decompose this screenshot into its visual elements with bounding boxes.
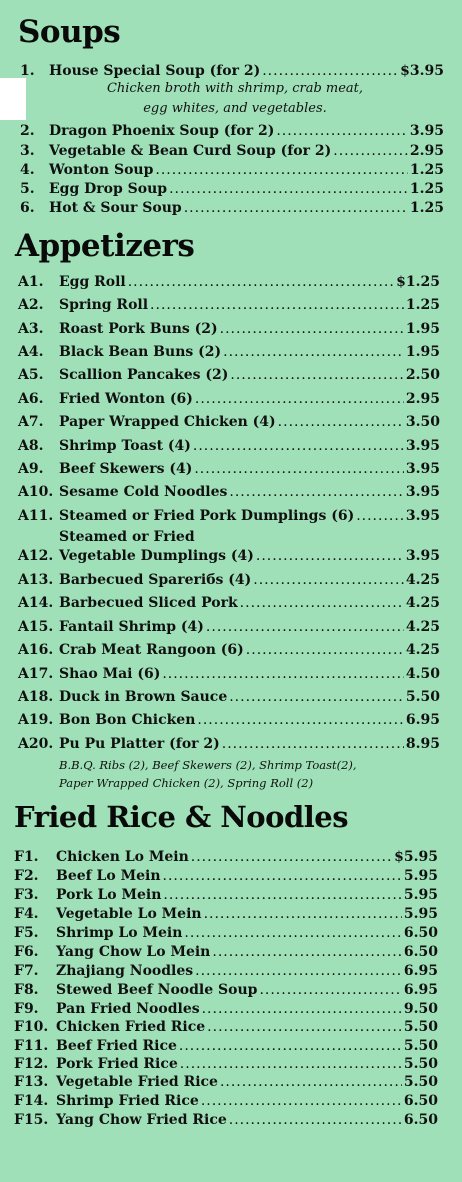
item-price: 4.25 [405,642,440,658]
item-name: Stewed Beef Noodle Soup [56,982,258,998]
item-number: A7. [18,414,44,430]
dot-leader [179,1037,402,1056]
dot-leader [246,641,404,660]
item-name: Pork Fried Rice [56,1056,178,1072]
menu-item [18,366,440,385]
item-number: A8. [18,438,44,454]
menu-item [20,180,444,199]
item-name: Scallion Pancakes (2) [59,367,229,383]
menu-item [18,688,440,707]
dot-leader [276,122,408,141]
item-name: Sesame Cold Noodles [59,484,228,500]
menu-item [18,618,440,637]
item-name: Wonton Soup [49,162,154,178]
item-price: $1.25 [396,274,440,290]
item-price: 5.50 [403,1074,438,1090]
menu-item [18,665,440,684]
menu-item [14,905,438,924]
item-price: 2.95 [409,143,444,159]
item-price: 6.95 [403,982,438,998]
item-number: F5. [14,925,39,941]
menu-item [20,199,444,218]
dot-leader [184,199,408,218]
soup-desc-line2: egg whites, and vegetables. [143,101,327,116]
dot-leader [229,688,404,707]
item-number: A15. [18,619,54,635]
item-number: A9. [18,461,44,477]
item-number: A16. [18,642,54,658]
item-name: Vegetable Fried Rice [56,1074,218,1090]
item-price: 9.50 [403,1001,438,1017]
item-price: $5.95 [394,849,438,865]
menu-item [14,1111,438,1130]
menu-item [14,943,438,962]
menu-item [18,390,440,409]
item-name: Paper Wrapped Chicken (4) [59,414,276,430]
menu-item [14,1092,438,1111]
dot-leader [212,943,402,962]
a12-line1: Steamed or Fried [59,529,195,545]
menu-item [14,886,438,905]
item-price: 3.95 [405,548,440,564]
item-number: F8. [14,982,39,998]
item-price: $3.95 [400,63,444,79]
item-number: F3. [14,887,39,903]
item-price: 5.50 [403,1038,438,1054]
item-price: 6.50 [403,925,438,941]
item-name: Barbecued Sliced Pork [59,595,238,611]
menu-item [14,867,438,886]
dot-leader [194,460,404,479]
item-number: A11. [18,508,54,524]
item-name: Shao Mai (6) [59,666,161,682]
item-name: Vegetable Dumplings (4) [59,548,254,564]
dot-leader [195,962,402,981]
item-price: 2.95 [405,391,440,407]
item-number: F9. [14,1001,39,1017]
menu-item [14,1073,438,1092]
menu-item [18,437,440,456]
dot-leader [163,886,401,905]
item-name: Steamed or Fried Pork Dumplings (6) [59,508,355,524]
dot-leader [193,437,404,456]
item-number: 3. [20,143,35,159]
item-number: F10. [14,1019,49,1035]
soup-desc-line1: Chicken broth with shrimp, crab meat, [106,81,364,96]
platter-desc-line1: B.B.Q. Ribs (2), Beef Skewers (2), Shrimp Toast(2), [59,758,357,772]
dot-leader [150,296,404,315]
item-name: Vegetable & Bean Curd Soup (for 2) [49,143,332,159]
menu-item [18,735,440,754]
dot-leader [240,594,404,613]
dot-leader [128,273,394,292]
item-number: F1. [14,849,39,865]
item-number: A14. [18,595,54,611]
item-price: 3.95 [409,123,444,139]
item-name: Fantail Shrimp (4) [59,619,204,635]
item-number: A20. [18,736,54,752]
appetizers-heading: Appetizers [15,228,195,264]
dot-leader [259,981,401,1000]
item-name: Beef Lo Mein [56,868,161,884]
item-price: 2.50 [405,367,440,383]
menu-item [14,924,438,943]
item-price: 6.50 [403,1112,438,1128]
white-tab [0,78,26,120]
dot-leader [191,848,392,867]
menu-item [18,343,440,362]
item-name: Crab Meat Rangoon (6) [59,642,244,658]
item-number: 1. [20,63,35,79]
item-number: F11. [14,1038,49,1054]
item-price: 1.25 [409,181,444,197]
menu-item [18,711,440,730]
item-price: 1.25 [409,162,444,178]
dot-leader [204,905,402,924]
item-price: 5.95 [403,887,438,903]
menu-item [20,62,444,81]
menu-item [18,571,440,590]
item-price: 5.95 [403,868,438,884]
dot-leader [256,547,404,566]
menu-item [18,413,440,432]
menu-item [14,962,438,981]
item-number: 4. [20,162,35,178]
item-price: 4.25 [405,619,440,635]
item-name: Shrimp Toast (4) [59,438,191,454]
item-name: Chicken Lo Mein [56,849,189,865]
dot-leader [206,618,404,637]
item-number: F12. [14,1056,49,1072]
item-price: 6.95 [405,712,440,728]
item-price: 6.50 [403,944,438,960]
menu-item [20,161,444,180]
dot-leader [180,1055,402,1074]
dot-leader [229,483,403,502]
item-name: Egg Roll [59,274,126,290]
menu-item [14,848,438,867]
item-price: 5.95 [403,906,438,922]
item-price: 5.50 [403,1056,438,1072]
item-number: F4. [14,906,39,922]
item-number: F14. [14,1093,49,1109]
item-price: 3.95 [405,438,440,454]
item-price: 1.95 [405,344,440,360]
item-number: A1. [18,274,44,290]
item-number: A12. [18,548,54,564]
item-name: Fried Wonton (6) [59,391,193,407]
dot-leader [222,735,404,754]
item-price: 4.50 [405,666,440,682]
item-name: Vegetable Lo Mein [56,906,202,922]
item-name: Shrimp Fried Rice [56,1093,199,1109]
item-name: Duck in Brown Sauce [59,689,228,705]
menu-item [18,460,440,479]
item-name: Barbecued Sparerібs (4) [59,572,252,588]
item-price: 1.25 [405,297,440,313]
dot-leader [229,1111,402,1130]
item-price: 3.50 [405,414,440,430]
item-price: 1.25 [409,200,444,216]
item-number: F6. [14,944,39,960]
dot-leader [184,924,401,943]
menu-item [18,483,440,502]
dot-leader [220,320,404,339]
dot-leader [201,1092,402,1111]
menu-item [18,320,440,339]
item-number: A19. [18,712,54,728]
item-price: 6.95 [403,963,438,979]
item-name: Pan Fried Noodles [56,1001,200,1017]
item-name: Pu Pu Platter (for 2) [59,736,220,752]
dot-leader [195,390,404,409]
item-name: Beef Skewers (4) [59,461,193,477]
item-name: Pork Lo Mein [56,887,162,903]
dot-leader [230,366,403,385]
item-number: F13. [14,1074,49,1090]
menu-item [18,547,440,566]
item-price: 4.25 [405,595,440,611]
item-price: 3.95 [405,484,440,500]
item-number: F15. [14,1112,49,1128]
item-number: A5. [18,367,44,383]
item-number: A18. [18,689,54,705]
dot-leader [356,507,404,526]
menu-item [18,594,440,613]
item-price: 3.95 [405,508,440,524]
dot-leader [162,665,404,684]
item-name: Yang Chow Lo Mein [56,944,211,960]
dot-leader [262,62,398,81]
item-number: 6. [20,200,35,216]
dot-leader [202,1000,402,1019]
fried-rice-noodles-heading: Fried Rice & Noodles [14,800,349,834]
item-name: Black Bean Buns (2) [59,344,222,360]
item-name: Chicken Fried Rice [56,1019,206,1035]
menu-item [18,507,440,526]
menu-item [14,1055,438,1074]
item-price: 5.50 [403,1019,438,1035]
menu-item [18,273,440,292]
item-name: Roast Pork Buns (2) [59,321,218,337]
item-number: 2. [20,123,35,139]
item-price: 6.50 [403,1093,438,1109]
item-price: 8.95 [405,736,440,752]
dot-leader [169,180,408,199]
item-name: Zhajiang Noodles [56,963,194,979]
dot-leader [155,161,408,180]
menu-item [14,1000,438,1019]
item-price: 4.25 [405,572,440,588]
item-number: A6. [18,391,44,407]
item-name: Hot & Sour Soup [49,200,182,216]
dot-leader [163,867,402,886]
item-number: A3. [18,321,44,337]
item-name: Egg Drop Soup [49,181,168,197]
item-name: Yang Chow Fried Rice [56,1112,227,1128]
menu-item [18,641,440,660]
item-name: Dragon Phoenix Soup (for 2) [49,123,275,139]
item-name: House Special Soup (for 2) [49,63,261,79]
dot-leader [333,142,408,161]
menu-item [20,142,444,161]
item-number: A17. [18,666,54,682]
menu-item [14,1037,438,1056]
menu-item [20,122,444,141]
item-number: F7. [14,963,39,979]
item-price: 1.95 [405,321,440,337]
dot-leader [197,711,403,730]
menu-item [14,981,438,1000]
dot-leader [253,571,404,590]
dot-leader [278,413,404,432]
item-name: Spring Roll [59,297,149,313]
item-number: A4. [18,344,44,360]
item-name: Shrimp Lo Mein [56,925,183,941]
item-name: Bon Bon Chicken [59,712,196,728]
item-price: 3.95 [405,461,440,477]
platter-desc-line2: Paper Wrapped Chicken (2), Spring Roll (2) [59,776,314,790]
dot-leader [207,1018,402,1037]
soups-heading: Soups [18,14,121,50]
item-number: A10. [18,484,54,500]
item-price: 5.50 [405,689,440,705]
item-number: F2. [14,868,39,884]
dot-leader [220,1073,402,1092]
item-number: 5. [20,181,35,197]
item-name: Beef Fried Rice [56,1038,177,1054]
item-number: A2. [18,297,44,313]
menu-item [14,1018,438,1037]
menu-item [18,296,440,315]
item-number: A13. [18,572,54,588]
dot-leader [223,343,404,362]
